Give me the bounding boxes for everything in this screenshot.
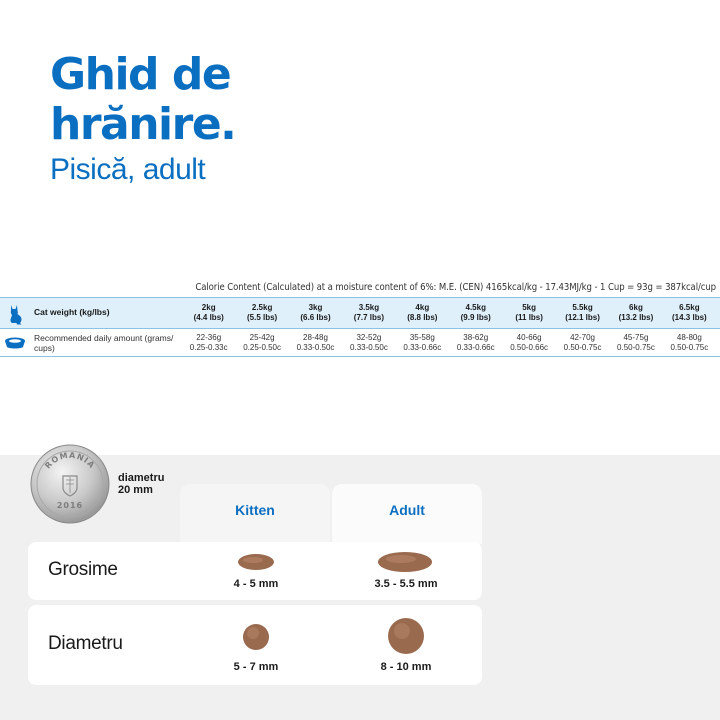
- weight-lbs: (5.5 lbs): [246, 313, 278, 322]
- coin-country: ROMANIA: [43, 450, 97, 471]
- weight-cell: [182, 298, 235, 328]
- amount-grams: 28-48g: [303, 332, 328, 342]
- weight-cell: [342, 298, 395, 328]
- amount-grams: 45-75g: [623, 332, 649, 342]
- weight-kg: 2.5kg: [251, 303, 273, 312]
- adult-kibble-top-image: [386, 616, 426, 656]
- title-line-1: Ghid de: [50, 49, 231, 100]
- coin-caption-line-1: diametru: [118, 472, 165, 484]
- weight-cell: [289, 298, 342, 328]
- weight-lbs: (11 lbs): [515, 313, 543, 322]
- amount-cups: 0.25-0.33c: [189, 342, 228, 352]
- title-subtitle: Pisică, adult: [50, 153, 206, 186]
- amount-grams: 42-70g: [570, 332, 595, 342]
- amount-grams: 32-52g: [356, 332, 382, 342]
- weight-lbs: (12.1 lbs): [565, 313, 600, 322]
- adult-column-header: [332, 484, 482, 544]
- weight-cell: [609, 298, 662, 328]
- amount-cell: [609, 329, 662, 356]
- amount-grams: 25-42g: [249, 332, 275, 342]
- adult-label: Adult: [389, 502, 425, 518]
- weight-row: [0, 297, 720, 329]
- amount-cell: [235, 329, 288, 356]
- diameter-card: [28, 605, 482, 685]
- weight-lbs: (6.6 lbs): [300, 313, 331, 322]
- amount-cups: 0.33-0.50c: [350, 342, 388, 352]
- kitten-diameter-value: 5 - 7 mm: [233, 661, 279, 673]
- amount-cups: 0.33-0.66c: [403, 342, 442, 352]
- weight-lbs: (13.2 lbs): [618, 313, 654, 322]
- amount-cell: [502, 329, 555, 356]
- title-line-2: hrănire.: [50, 99, 236, 150]
- weight-lbs: (7.7 lbs): [353, 313, 385, 322]
- weight-kg: 4.5kg: [465, 303, 486, 312]
- weight-cell: [396, 298, 449, 328]
- kitten-thickness-value: 4 - 5 mm: [233, 578, 279, 590]
- weight-lbs: (4.4 lbs): [193, 313, 224, 322]
- diameter-label: Diametru: [48, 633, 123, 654]
- page-title: [50, 50, 235, 186]
- kitten-kibble-top-image: [241, 622, 271, 652]
- amount-cell: [556, 329, 609, 356]
- amount-cups: 0.50-0.75c: [617, 342, 655, 352]
- amount-cell: [342, 329, 395, 356]
- amount-cups: 0.50-0.75c: [563, 342, 602, 352]
- amount-cell: [663, 329, 716, 356]
- weight-lbs: (14.3 lbs): [672, 313, 707, 322]
- weight-cell: [556, 298, 609, 328]
- coin-image: [30, 444, 110, 524]
- weight-lbs: (9.9 lbs): [460, 313, 491, 322]
- weight-lbs: (8.8 lbs): [407, 313, 438, 322]
- weight-cells: [182, 298, 716, 328]
- amount-cups: 0.50-0.66c: [510, 342, 549, 352]
- amount-cups: 0.25-0.50c: [243, 342, 282, 352]
- calorie-note: Calorie Content (Calculated) at a moisture content of 6%: M.E. (CEN) 4165kcal/kg - 17.43MJ/kg - 1 Cup = 93g = 387kcal/cup: [195, 282, 716, 293]
- amount-cell: [396, 329, 449, 356]
- weight-kg: 6kg: [629, 303, 643, 312]
- weight-label: Cat weight (kg/lbs): [34, 307, 110, 317]
- amount-cups: 0.50-0.75c: [670, 342, 709, 352]
- cat-icon: [3, 302, 27, 326]
- thickness-card: [28, 542, 482, 600]
- amount-grams: 35-58g: [409, 332, 435, 342]
- feeding-table: [0, 297, 720, 357]
- adult-kibble-side-image: [376, 550, 434, 574]
- amount-cups: 0.33-0.50c: [296, 342, 335, 352]
- coin-caption-line-2: 20 mm: [118, 484, 153, 496]
- amount-cell: [449, 329, 502, 356]
- food-bowl-icon: [3, 331, 27, 355]
- kitten-column-header: [180, 484, 330, 544]
- weight-cell: [502, 298, 555, 328]
- kitten-kibble-side-image: [236, 552, 276, 572]
- kitten-label: Kitten: [235, 502, 275, 518]
- amount-grams: 48-80g: [676, 332, 702, 342]
- coin-year: 2016: [56, 501, 84, 510]
- weight-cell: [449, 298, 502, 328]
- amount-cups: 0.33-0.66c: [456, 342, 495, 352]
- adult-thickness-value: 3.5 - 5.5 mm: [374, 578, 438, 590]
- amount-grams: 22-36g: [196, 332, 222, 342]
- amount-cell: [289, 329, 342, 356]
- adult-diameter-value: 8 - 10 mm: [380, 661, 432, 673]
- weight-cell: [235, 298, 288, 328]
- weight-kg: 5.5kg: [572, 303, 593, 312]
- amount-grams: 40-66g: [516, 332, 542, 342]
- weight-kg: 3kg: [308, 303, 323, 312]
- amount-label: Recommended daily amount (grams/ cups): [34, 333, 174, 353]
- amount-row: [0, 329, 720, 357]
- thickness-label: Grosime: [48, 559, 118, 580]
- coin-caption: [118, 472, 164, 496]
- weight-kg: 4kg: [415, 303, 430, 312]
- weight-kg: 5kg: [522, 303, 537, 312]
- amount-cells: [182, 329, 716, 356]
- amount-grams: 38-62g: [463, 332, 489, 342]
- weight-kg: 6.5kg: [679, 303, 700, 312]
- amount-cell: [182, 329, 235, 356]
- weight-cell: [663, 298, 716, 328]
- weight-kg: 2kg: [201, 303, 216, 312]
- weight-kg: 3.5kg: [358, 303, 380, 312]
